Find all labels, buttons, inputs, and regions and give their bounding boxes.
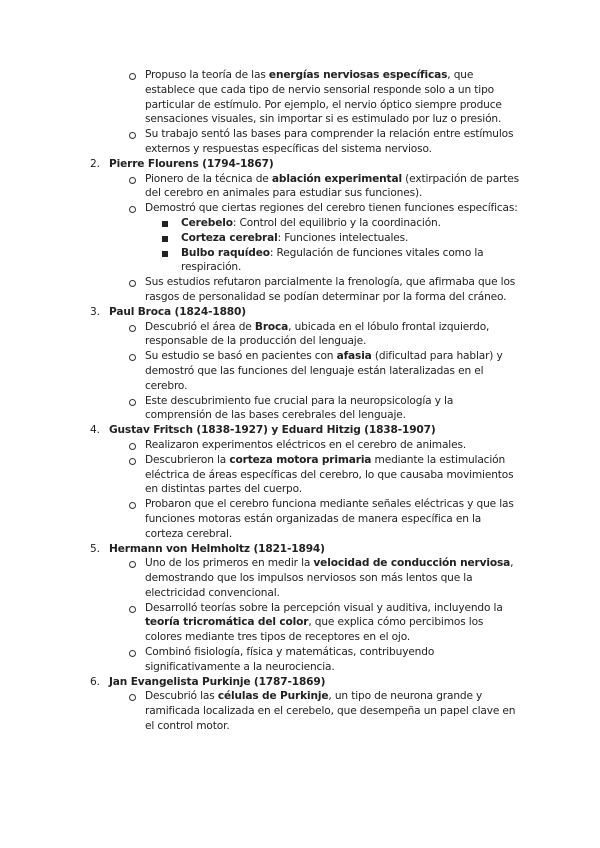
circle-bullet-icon (129, 73, 136, 80)
list-item: Este descubrimiento fue crucial para la neuropsicología y la comprensión de las bases cerebrales del lenguaje. (0, 394, 600, 424)
circle-bullet-icon (129, 561, 136, 568)
list-item: Demostró que ciertas regiones del cerebro tienen funciones específicas: (0, 201, 600, 216)
circle-bullet-icon (129, 443, 136, 450)
section-heading: 2. Pierre Flourens (1794-1867) (90, 157, 274, 170)
document-content (0, 68, 600, 734)
circle-bullet-icon (129, 694, 136, 701)
section-heading: 6. Jan Evangelista Purkinje (1787-1869) (90, 675, 326, 688)
list-item: Sus estudios refutaron parcialmente la frenología, que afirmaba que los rasgos de personalidad se podían determinar por la forma del cráneo. (0, 275, 600, 305)
square-bullet-icon (162, 221, 168, 227)
list-item: Uno de los primeros en medir la velocidad de conducción nerviosa, demostrando que los impulsos nerviosos son más lentos que la electricidad convencional. (0, 556, 600, 600)
list-item: Su trabajo sentó las bases para comprender la relación entre estímulos externos y respuestas específicas del sistema nervioso. (0, 127, 600, 157)
square-bullet-icon (162, 251, 168, 257)
circle-bullet-icon (129, 606, 136, 613)
circle-bullet-icon (129, 399, 136, 406)
circle-bullet-icon (129, 132, 136, 139)
list-item: Su estudio se basó en pacientes con afasia (dificultad para hablar) y demostró que las funciones del lenguaje están lateralizadas en el cerebro. (0, 349, 600, 393)
sub-list-item: Cerebelo: Control del equilibrio y la coordinación. (0, 216, 600, 231)
circle-bullet-icon (129, 206, 136, 213)
list-item: Descubrió las células de Purkinje, un tipo de neurona grande y ramificada localizada en el cerebelo, que desempeña un papel clave en el control motor. (0, 689, 600, 733)
list-item: Descubrió el área de Broca, ubicada en el lóbulo frontal izquierdo, responsable de la producción del lenguaje. (0, 320, 600, 350)
circle-bullet-icon (129, 177, 136, 184)
sub-list-item: Bulbo raquídeo: Regulación de funciones vitales como la respiración. (0, 246, 600, 276)
section-heading: 3. Paul Broca (1824-1880) (90, 305, 246, 318)
list-item: Combinó fisiología, física y matemáticas, contribuyendo significativamente a la neurociencia. (0, 645, 600, 675)
circle-bullet-icon (129, 325, 136, 332)
circle-bullet-icon (129, 354, 136, 361)
circle-bullet-icon (129, 650, 136, 657)
list-item: Probaron que el cerebro funciona mediante señales eléctricas y que las funciones motoras están organizadas de manera específica en la corteza cerebral. (0, 497, 600, 541)
square-bullet-icon (162, 236, 168, 242)
list-item: Propuso la teoría de las energías nerviosas específicas, que establece que cada tipo de nervio sensorial responde solo a un tipo particular de estímulo. Por ejemplo, el nervio óptico siempre produce sensaciones visuales, sin importar si es estimulado por luz o presión. (0, 68, 600, 127)
section-heading: 5. Hermann von Helmholtz (1821-1894) (90, 542, 325, 555)
list-item: Pionero de la técnica de ablación experimental (extirpación de partes del cerebro en animales para estudiar sus funciones). (0, 172, 600, 202)
circle-bullet-icon (129, 280, 136, 287)
section-heading: 4. Gustav Fritsch (1838-1927) y Eduard Hitzig (1838-1907) (90, 424, 436, 437)
circle-bullet-icon (129, 458, 136, 465)
circle-bullet-icon (129, 502, 136, 509)
list-item: Realizaron experimentos eléctricos en el cerebro de animales. (0, 438, 600, 453)
list-item: Descubrieron la corteza motora primaria mediante la estimulación eléctrica de áreas específicas del cerebro, lo que causaba movimientos en distintas partes del cuerpo. (0, 453, 600, 497)
sub-list-item: Corteza cerebral: Funciones intelectuales. (0, 231, 600, 246)
list-item: Desarrolló teorías sobre la percepción visual y auditiva, incluyendo la teoría tricromática del color, que explica cómo percibimos los colores mediante tres tipos de receptores en el ojo. (0, 601, 600, 645)
